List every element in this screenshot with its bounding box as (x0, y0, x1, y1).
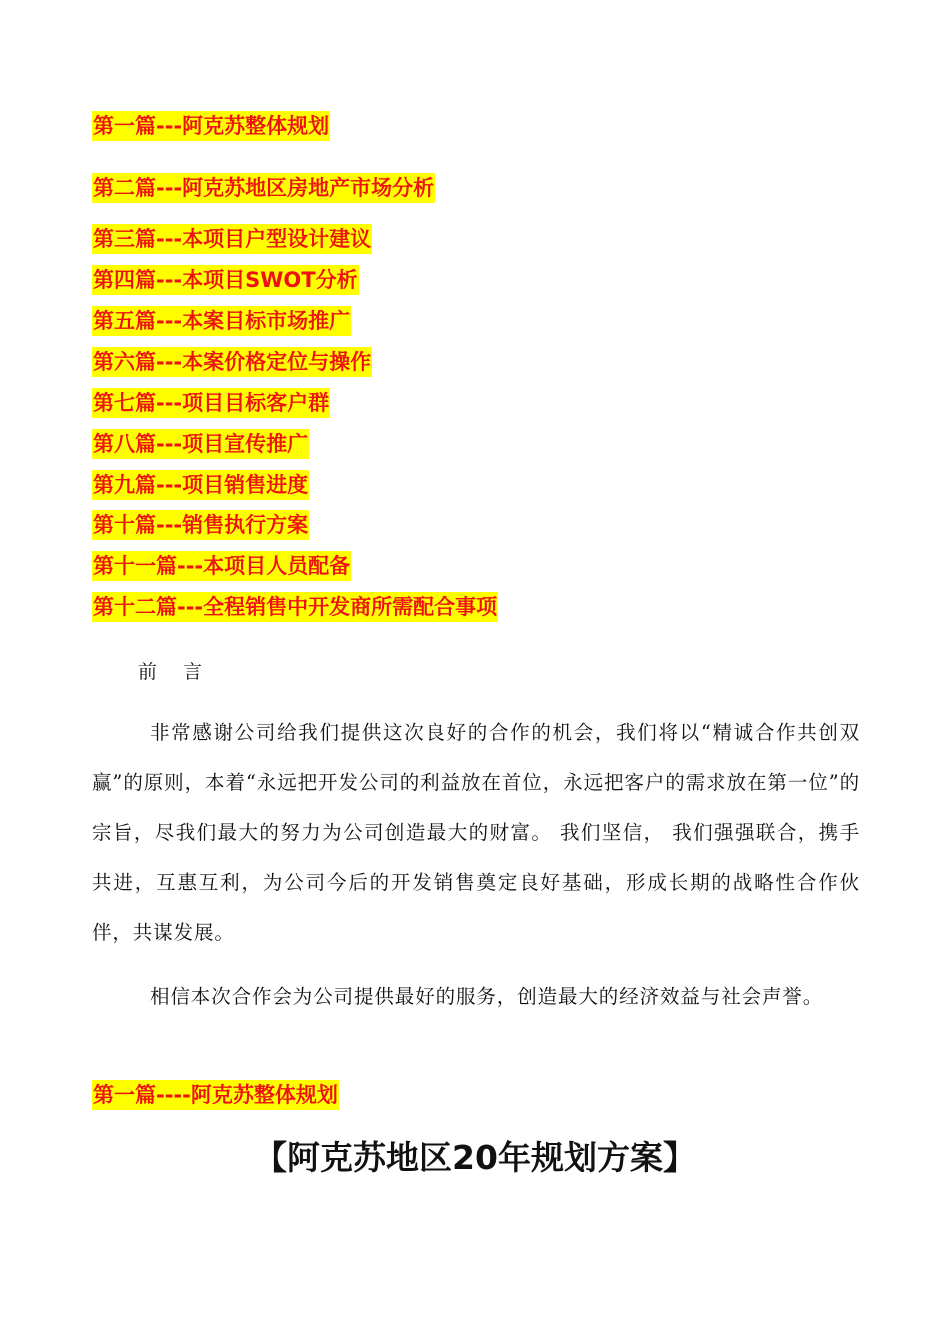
toc-item-5: 第五篇---本案目标市场推广 (92, 306, 351, 336)
toc-item-12: 第十二篇---全程销售中开发商所需配合事项 (92, 592, 498, 622)
toc-item-2: 第二篇---阿克苏地区房地产市场分析 (92, 173, 435, 203)
toc-item-4: 第四篇---本项目SWOT分析 (92, 265, 359, 295)
preface-paragraph-2: 相信本次合作会为公司提供最好的服务，创造最大的经济效益与社会声誉。 (150, 985, 824, 1008)
toc-item-3: 第三篇---本项目户型设计建议 (92, 224, 372, 254)
toc-item-7: 第七篇---项目目标客户群 (92, 388, 330, 418)
section-heading: 第一篇----阿克苏整体规划 (92, 1080, 339, 1110)
preface-title: 前言 (138, 661, 229, 683)
toc-item-8: 第八篇---项目宣传推广 (92, 429, 309, 459)
toc-item-6: 第六篇---本案价格定位与操作 (92, 347, 372, 377)
toc-item-11: 第十一篇---本项目人员配备 (92, 551, 351, 581)
toc-item-1: 第一篇---阿克苏整体规划 (92, 111, 330, 141)
toc-item-10: 第十篇---销售执行方案 (92, 510, 309, 540)
toc-item-9: 第九篇---项目销售进度 (92, 470, 309, 500)
section-title: 【阿克苏地区20年规划方案】 (254, 1138, 696, 1177)
preface-paragraph-1: 非常感谢公司给我们提供这次良好的合作的机会，我们将以“精诚合作共创双赢”的原则，本着“永远把开发公司的利益放在首位，永远把客户的需求放在第一位”的宗旨，尽我们最大的努力为公司创造最大的财富。 我们坚信， 我们强强联合，携手共进，互惠互利，为公司今后的开发销售奠定良好基础，形成长期的战略性合作伙伴，共谋发展。 (92, 721, 860, 944)
